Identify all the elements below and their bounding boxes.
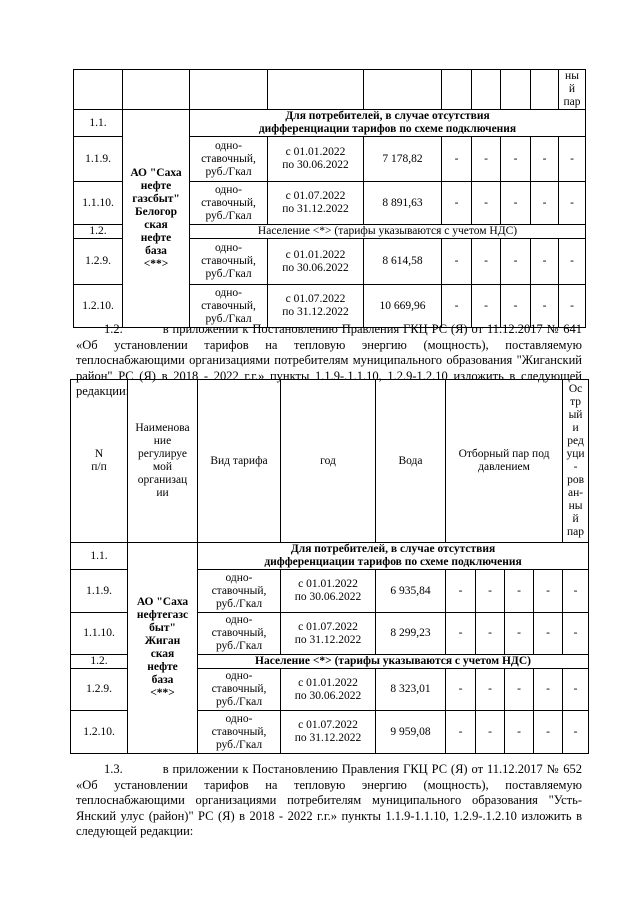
empty-cell: - bbox=[501, 182, 531, 225]
row-number: 1.2.10. bbox=[74, 285, 123, 328]
header-water: Вода bbox=[376, 380, 446, 543]
row-number: 1.2. bbox=[71, 655, 128, 669]
water-tariff: 9 959,08 bbox=[376, 711, 446, 754]
water-tariff: 8 323,01 bbox=[376, 669, 446, 711]
tariff-type: одно- ставочный, руб./Гкал bbox=[198, 613, 281, 655]
empty-cell: - bbox=[531, 137, 559, 182]
empty-cell: - bbox=[501, 239, 531, 285]
empty-cell: - bbox=[442, 137, 472, 182]
empty-cell: - bbox=[531, 239, 559, 285]
empty-cell: - bbox=[446, 613, 476, 655]
organization-name: АО "Саха нефтегазс быт" Жиган ская нефте база <**> bbox=[128, 543, 198, 754]
empty-cell: - bbox=[476, 711, 505, 754]
empty-cell: - bbox=[476, 570, 505, 613]
organization-name: АО "Саха нефте газсбыт" Белогор ская нефте база <**> bbox=[123, 110, 190, 328]
water-tariff: 8 891,63 bbox=[364, 182, 442, 225]
row-number: 1.1.10. bbox=[74, 182, 123, 225]
tariff-type: одно- ставочный, руб./Гкал bbox=[190, 285, 268, 328]
row-number: 1.1. bbox=[71, 543, 128, 570]
water-tariff: 10 669,96 bbox=[364, 285, 442, 328]
header-cell-tail: ны й пар bbox=[559, 70, 586, 110]
empty-cell: - bbox=[442, 182, 472, 225]
water-tariff: 8 614,58 bbox=[364, 239, 442, 285]
section-title: Население <*> (тарифы указываются с учетом НДС) bbox=[198, 655, 589, 669]
header-sharp-steam: Ос тр ый и ред уци - ров ан- ны й пар bbox=[563, 380, 589, 543]
row-number: 1.2.10. bbox=[71, 711, 128, 754]
empty-cell: - bbox=[501, 137, 531, 182]
table-header-row bbox=[71, 380, 589, 543]
table-header-row bbox=[74, 70, 586, 110]
tariff-type: одно- ставочный, руб./Гкал bbox=[198, 669, 281, 711]
tariff-period: с 01.01.2022 по 30.06.2022 bbox=[268, 137, 364, 182]
section-title: Для потребителей, в случае отсутствия дифференциации тарифов по схеме подключения bbox=[190, 110, 586, 137]
tariff-type: одно- ставочный, руб./Гкал bbox=[198, 711, 281, 754]
empty-cell: - bbox=[472, 137, 501, 182]
empty-cell: - bbox=[563, 570, 589, 613]
paragraph-number: 1.2. bbox=[104, 322, 123, 336]
header-number: N п/п bbox=[71, 380, 128, 543]
empty-cell: - bbox=[505, 613, 534, 655]
tariff-type: одно- ставочный, руб./Гкал bbox=[190, 182, 268, 225]
empty-cell: - bbox=[559, 137, 586, 182]
tariff-period: с 01.07.2022 по 31.12.2022 bbox=[281, 711, 376, 754]
empty-cell: - bbox=[559, 239, 586, 285]
empty-cell: - bbox=[534, 711, 563, 754]
empty-cell: - bbox=[563, 613, 589, 655]
empty-cell: - bbox=[563, 669, 589, 711]
row-number: 1.1.9. bbox=[74, 137, 123, 182]
tariff-period: с 01.01.2022 по 30.06.2022 bbox=[268, 239, 364, 285]
table-row bbox=[71, 543, 589, 570]
empty-cell: - bbox=[446, 570, 476, 613]
header-extraction-steam: Отборный пар под давлением bbox=[446, 380, 563, 543]
empty-cell: - bbox=[534, 570, 563, 613]
water-tariff: 8 299,23 bbox=[376, 613, 446, 655]
empty-cell: - bbox=[442, 285, 472, 328]
amendment-paragraph-1-3 bbox=[76, 762, 582, 840]
empty-cell: - bbox=[531, 285, 559, 328]
empty-cell: - bbox=[505, 711, 534, 754]
water-tariff: 6 935,84 bbox=[376, 570, 446, 613]
section-title: Население <*> (тарифы указываются с учетом НДС) bbox=[190, 225, 586, 239]
tariff-table-belogorsk bbox=[73, 69, 586, 328]
paragraph-number: 1.3. bbox=[104, 762, 123, 776]
tariff-type: одно- ставочный, руб./Гкал bbox=[190, 137, 268, 182]
empty-cell: - bbox=[446, 669, 476, 711]
empty-cell: - bbox=[472, 239, 501, 285]
empty-cell: - bbox=[501, 285, 531, 328]
empty-cell: - bbox=[534, 613, 563, 655]
empty-cell: - bbox=[531, 182, 559, 225]
section-title: Для потребителей, в случае отсутствия дифференциации тарифов по схеме подключения bbox=[198, 543, 589, 570]
row-number: 1.1. bbox=[74, 110, 123, 137]
row-number: 1.2.9. bbox=[71, 669, 128, 711]
paragraph-text: в приложении к Постановлению Правления ГКЦ РС (Я) от 11.12.2017 № 641 «Об установлении тарифов на тепловую энергию (мощность), поставляемую теплоснабжающими организациями потребителям муниципального образования "Жиганский район" РС (Я) в 2018 - 2022 г.г.» пункты 1.1.9-.1.1.10, 1.2.9-1.2.10 изложить в следующей редакции: bbox=[76, 322, 582, 398]
header-year: год bbox=[281, 380, 376, 543]
tariff-period: с 01.07.2022 по 31.12.2022 bbox=[268, 182, 364, 225]
empty-cell: - bbox=[559, 182, 586, 225]
empty-cell: - bbox=[505, 570, 534, 613]
tariff-type: одно- ставочный, руб./Гкал bbox=[198, 570, 281, 613]
tariff-period: с 01.01.2022 по 30.06.2022 bbox=[281, 570, 376, 613]
row-number: 1.1.10. bbox=[71, 613, 128, 655]
row-number: 1.2. bbox=[74, 225, 123, 239]
empty-cell: - bbox=[476, 613, 505, 655]
header-organization: Наименова ние регулируе мой организац ии bbox=[128, 380, 198, 543]
empty-cell: - bbox=[476, 669, 505, 711]
header-tariff-type: Вид тарифа bbox=[198, 380, 281, 543]
paragraph-text: в приложении к Постановлению Правления ГКЦ РС (Я) от 11.12.2017 № 652 «Об установлении тарифов на тепловую энергию (мощность), поставляемую теплоснабжающими организациями потребителям муниципального образования "Усть-Янский улус (район)" РС (Я) в 2018 - 2022 г.г.» пункты 1.1.9-1.1.10, 1.2.9-.1.2.10 изложить в следующей редакции: bbox=[76, 762, 582, 838]
tariff-table-zhigansk bbox=[70, 379, 589, 754]
tariff-period: с 01.07.2022 по 31.12.2022 bbox=[268, 285, 364, 328]
row-number: 1.2.9. bbox=[74, 239, 123, 285]
empty-cell: - bbox=[559, 285, 586, 328]
empty-cell: - bbox=[442, 239, 472, 285]
empty-cell: - bbox=[563, 711, 589, 754]
tariff-type: одно- ставочный, руб./Гкал bbox=[190, 239, 268, 285]
empty-cell: - bbox=[505, 669, 534, 711]
tariff-period: с 01.01.2022 по 30.06.2022 bbox=[281, 669, 376, 711]
empty-cell: - bbox=[534, 669, 563, 711]
empty-cell: - bbox=[472, 182, 501, 225]
row-number: 1.1.9. bbox=[71, 570, 128, 613]
empty-cell: - bbox=[446, 711, 476, 754]
table-row bbox=[74, 110, 586, 137]
tariff-period: с 01.07.2022 по 31.12.2022 bbox=[281, 613, 376, 655]
empty-cell: - bbox=[472, 285, 501, 328]
water-tariff: 7 178,82 bbox=[364, 137, 442, 182]
